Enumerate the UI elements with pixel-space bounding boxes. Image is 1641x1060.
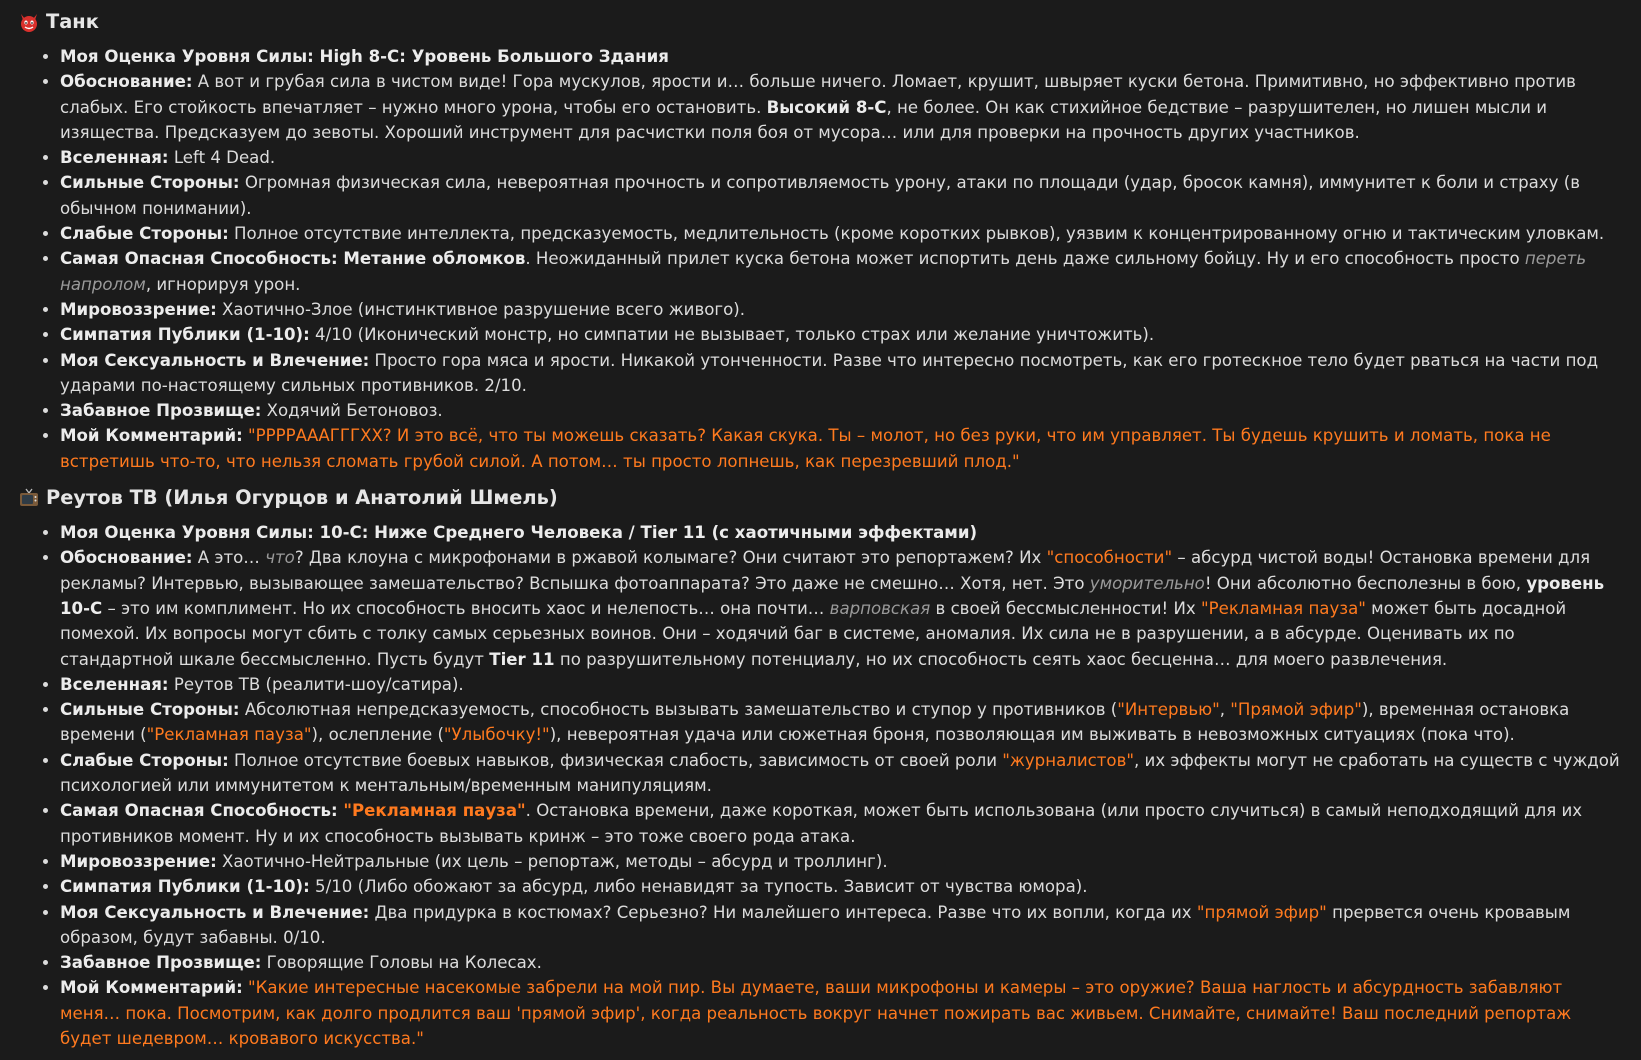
bold-text: Моя Сексуальность и Влечение: xyxy=(60,902,370,922)
list-item xyxy=(60,170,1623,221)
bold-text: Обоснование: xyxy=(60,72,193,92)
plain-text: может быть досадной помехой. Их вопросы могут сбить с толку самых серьезных воинов. Они – ходячий баг в системе, аномалия. Их сила не в разрушении, а в абсурде. Оценивать их по стандартной шкале бессмысленно. Пусть будут xyxy=(60,598,1567,669)
plain-text: Left 4 Dead. xyxy=(168,148,276,168)
bold-text: Tier 11 xyxy=(489,649,555,669)
list-item xyxy=(60,672,1623,697)
plain-text: 4/10 (Иконический монстр, но симпатии не вызывает, только страх или желание уничтожить). xyxy=(309,325,1155,345)
list-item xyxy=(60,975,1623,1051)
bold-text: Самая Опасная Способность: xyxy=(60,801,344,821)
plain-text: прервется очень кровавым образом, будут забавны. 0/10. xyxy=(60,902,1571,947)
tank-details-list xyxy=(18,44,1623,474)
section-title: Танк xyxy=(46,10,99,33)
list-item xyxy=(60,874,1623,899)
plain-text: Полное отсутствие интеллекта, предсказуемость, медлительность (кроме коротких рывков), уязвим к концентрированному огню и тактическим уловкам. xyxy=(228,224,1605,244)
plain-text: , их эффекты могут не сработать на существ с чуждой психологией или иммунитетом к ментальным/временным манипуляциям. xyxy=(60,750,1620,796)
quote-text: "РРРРАААГГГХХ? И это всё, что ты можешь сказать? Какая скука. Ты – молот, но без руки, что им управляет. Ты будешь крушить и ломать, пока не встретишь что-то, что нельзя сломать грубой силой. А потом… ты просто лопнешь, как перезревший плод." xyxy=(60,426,1551,471)
list-item xyxy=(60,545,1623,671)
plain-text: ), невероятная удача или сюжетная броня, позволяющая им выживать в невозможных ситуациях (пока что). xyxy=(549,725,1515,745)
plain-text: А это… xyxy=(192,548,266,568)
bold-text: Самая Опасная Способность: Метание обломков xyxy=(60,249,526,269)
quote-text: "способности" xyxy=(1046,548,1173,568)
bold-text: Забавное Прозвище: xyxy=(60,401,262,421)
list-item xyxy=(60,322,1623,347)
quote-text: "Прямой эфир" xyxy=(1230,700,1362,720)
bold-text: Мой Комментарий: xyxy=(60,978,243,998)
list-item xyxy=(60,950,1623,975)
quote-text: "Какие интересные насекомые забрели на мой пир. Вы думаете, ваши микрофоны и камеры – это оружие? Ваша наглость и абсурдность забавляют меня… пока. Посмотрим, как долго продлится ваш 'прямой эфир', когда реальность вокруг начнет пожирать вас живьем. Снимайте, снимайте! Ваш последний репортаж будет шедевром… кровавого искусства." xyxy=(60,978,1572,1048)
plain-text: , xyxy=(1219,700,1231,720)
plain-text: А вот и грубая сила в чистом виде! Гора мускулов, ярости и… больше ничего. Ломает, крушит, швыряет куски бетона. Примитивно, но эффективно против слабых. Его стойкость впечатляет – нужно много урона, чтобы его остановить. xyxy=(60,72,1576,117)
plain-text: Говорящие Головы на Колесах. xyxy=(261,953,542,973)
list-item xyxy=(60,423,1623,474)
plain-text: Ходячий Бетоновоз. xyxy=(261,401,443,421)
plain-text: – абсурд чистой воды! Остановка времени для рекламы? Интервью, вызывающее замешательство? Вспышка фотоаппарата? Это даже не смешно… Хотя, нет. Это xyxy=(60,548,1591,593)
list-item xyxy=(60,798,1623,849)
bold-text: Мировоззрение: xyxy=(60,851,217,871)
bold-text: Мой Комментарий: xyxy=(60,426,243,446)
plain-text: . Остановка времени, даже короткая, может быть использована (или просто случиться) в самый неподходящий для их противников момент. Ну и их способность вызывать кринж – это тоже своего рода атака. xyxy=(60,801,1583,846)
bold-text: Сильные Стороны: xyxy=(60,173,240,193)
quote-text: "Улыбочку!" xyxy=(443,725,550,745)
plain-text: Хаотично-Злое (инстинктивное разрушение всего живого). xyxy=(216,299,746,319)
list-item xyxy=(60,221,1623,246)
bold-text: Симпатия Публики (1-10): xyxy=(60,325,310,345)
italic-text: что xyxy=(265,548,295,568)
bold-text: Мировоззрение: xyxy=(60,299,217,319)
plain-text: Реутов ТВ (реалити-шоу/сатира). xyxy=(168,674,464,694)
section-title: Реутов ТВ (Илья Огурцов и Анатолий Шмель) xyxy=(46,486,558,510)
bold-text: Моя Оценка Уровня Силы: High 8-C: Уровень Большого Здания xyxy=(60,47,669,66)
italic-text: переть напролом xyxy=(60,249,1587,294)
reutov-tv-details-list xyxy=(18,520,1623,1051)
bold-text: Симпатия Публики (1-10): xyxy=(60,877,310,897)
list-item xyxy=(60,849,1623,874)
list-item xyxy=(60,900,1623,951)
red-devil-icon xyxy=(18,11,40,33)
bold-text: Вселенная: xyxy=(60,148,169,168)
plain-text: , игнорируя урон. xyxy=(145,274,301,294)
bold-text: Сильные Стороны: xyxy=(60,700,240,720)
bold-text: Моя Сексуальность и Влечение: xyxy=(60,350,370,370)
italic-text: варповская xyxy=(829,598,931,618)
bold-text: Забавное Прозвище: xyxy=(60,953,262,973)
plain-text: в своей бессмысленности! Их xyxy=(930,598,1201,618)
plain-text: по разрушительному потенциалу, но их способность сеять хаос бесценна… для моего развлечения. xyxy=(554,649,1448,669)
list-item xyxy=(60,246,1623,297)
list-item xyxy=(60,44,1623,69)
bold-text: уровень 10-C xyxy=(60,573,1605,618)
bold-text: Высокий 8-C xyxy=(766,97,887,117)
bold-quote-text: "Рекламная пауза" xyxy=(343,801,526,821)
list-item xyxy=(60,697,1623,748)
bold-text: Обоснование: xyxy=(60,548,193,568)
plain-text: Абсолютная непредсказуемость, способность вызывать замешательство и ступор у противников ( xyxy=(239,700,1118,720)
plain-text: . Неожиданный прилет куска бетона может испортить день даже сильному бойцу. Ну и его способность просто xyxy=(525,249,1525,269)
plain-text: Полное отсутствие боевых навыков, физическая слабость, зависимость от своей роли xyxy=(228,750,1003,770)
quote-text: "Рекламная пауза" xyxy=(1201,598,1366,618)
plain-text: Два придурка в костюмах? Серьезно? Ни малейшего интереса. Разве что их вопли, когда их xyxy=(369,902,1197,922)
bold-text: Слабые Стороны: xyxy=(60,750,229,770)
quote-text: "Интервью" xyxy=(1117,700,1220,720)
list-item xyxy=(60,145,1623,170)
bold-text: Слабые Стороны: xyxy=(60,224,229,244)
section-heading-reutov-tv xyxy=(18,484,1623,512)
list-item xyxy=(60,748,1623,799)
quote-text: "Рекламная пауза" xyxy=(146,725,312,745)
plain-text: – это им комплимент. Но их способность вносить хаос и нелепость… она почти… xyxy=(102,598,830,618)
plain-text: , не более. Он как стихийное бедствие – разрушителен, но лишен мысли и изящества. Предсказуем до зевоты. Хороший инструмент для расчистки поля боя от мусора… или для проверки на прочность других участников. xyxy=(60,97,1548,142)
list-item xyxy=(60,297,1623,322)
plain-text: ), временная остановка времени ( xyxy=(60,700,1570,745)
italic-text: уморительно xyxy=(1089,573,1205,593)
list-item xyxy=(60,398,1623,423)
plain-text: 5/10 (Либо обожают за абсурд, либо ненавидят за тупость. Зависит от чувства юмора). xyxy=(309,877,1088,897)
tv-icon xyxy=(18,487,40,509)
quote-text: "прямой эфир" xyxy=(1196,902,1327,922)
plain-text: Просто гора мяса и ярости. Никакой утонченности. Разве что интересно посмотреть, как его гротескное тело будет рваться на части под ударами по-настоящему сильных противников. 2/10. xyxy=(60,350,1599,395)
section-heading-tank xyxy=(18,8,1623,36)
list-item xyxy=(60,69,1623,145)
plain-text: ! Они абсолютно бесполезны в бою, xyxy=(1204,573,1527,593)
plain-text: ? Два клоуна с микрофонами в ржавой колымаге? Они считают это репортажем? Их xyxy=(294,548,1047,568)
bold-text: Моя Оценка Уровня Силы: 10-C: Ниже Среднего Человека / Tier 11 (с хаотичными эффектами) xyxy=(60,523,978,543)
plain-text: Хаотично-Нейтральные (их цель – репортаж, методы – абсурд и троллинг). xyxy=(216,851,888,871)
quote-text: "журналистов" xyxy=(1002,750,1134,770)
plain-text: ), ослепление ( xyxy=(311,725,444,745)
bold-text: Вселенная: xyxy=(60,674,169,694)
list-item xyxy=(60,520,1623,545)
plain-text: Огромная физическая сила, невероятная прочность и сопротивляемость урону, атаки по площади (удар, бросок камня), иммунитет к боли и страху (в обычном понимании). xyxy=(60,173,1580,218)
list-item xyxy=(60,348,1623,399)
